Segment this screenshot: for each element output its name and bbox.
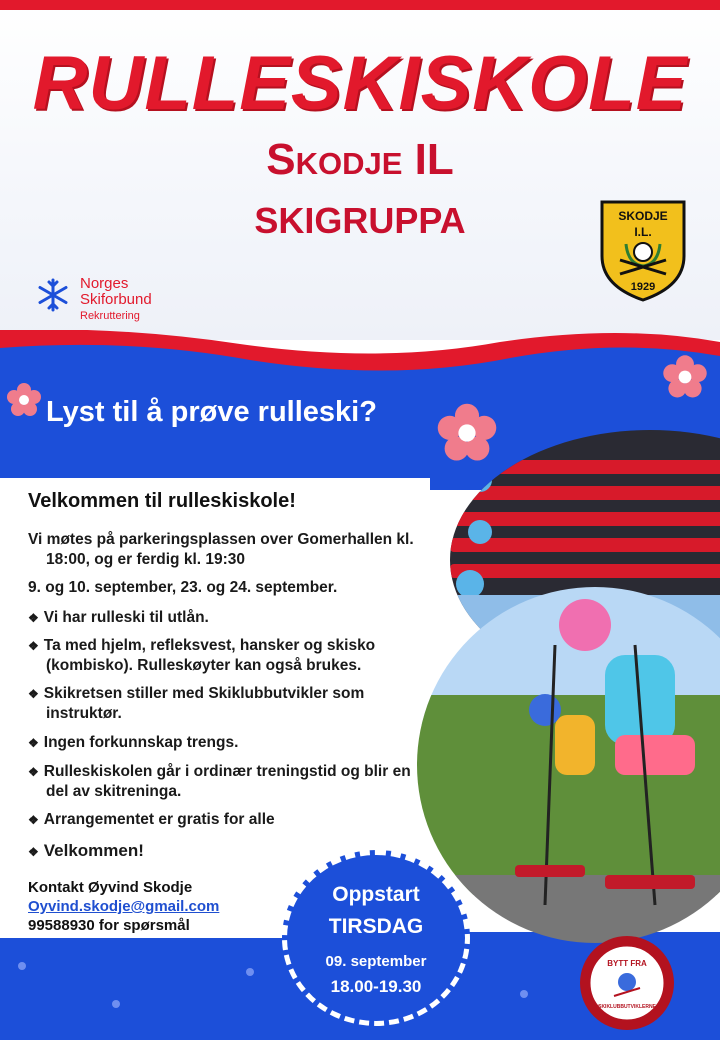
bullet-text: Rulleskiskolen går i ordinær treningstid og blir en del av skitreninga. <box>43 763 411 800</box>
bullet-item <box>28 608 423 628</box>
start-line1: Oppstart <box>332 883 420 906</box>
nsf-name-line2: Skiforbund <box>80 291 152 308</box>
seal-text-top: BYTT FRA <box>607 959 647 968</box>
bullet-text: Ingen forkunnskap trengs. <box>43 734 239 751</box>
crest-top-text: SKODJE <box>618 209 668 223</box>
bullet-item <box>28 733 423 753</box>
decor-dot <box>246 968 254 976</box>
crest-mid-text: I.L. <box>634 225 652 239</box>
nsf-name <box>80 276 200 308</box>
start-time: 18.00-19.30 <box>330 977 422 996</box>
contact-block <box>28 878 219 935</box>
decor-dot <box>112 1000 120 1008</box>
club-crest <box>598 198 688 302</box>
contact-phone: 99588930 for spørsmål <box>28 917 190 934</box>
start-date: 09. september <box>325 953 427 970</box>
club-name: Skodje IL <box>266 135 454 184</box>
poster-title: RULLESKISKOLE <box>32 41 688 126</box>
top-stripe <box>0 0 720 10</box>
bullet-text: Skikretsen stiller med Skiklubbutvikler som instruktør. <box>43 685 365 722</box>
bullet-text: Velkommen! <box>43 841 144 860</box>
dates-info: 9. og 10. september, 23. og 24. september. <box>28 579 338 596</box>
decor-dot <box>18 962 26 970</box>
start-badge <box>282 850 470 1026</box>
snowflake-icon <box>36 278 70 312</box>
bullet-item <box>28 636 423 676</box>
contact-email-link[interactable]: Oyvind.skodje@gmail.com <box>28 898 220 915</box>
bullet-text: Ta med hjelm, refleksvest, hansker og skisko (kombisko). Rulleskøyter kan også brukes. <box>43 637 376 674</box>
skiklubbutviklerne-seal <box>578 934 676 1032</box>
bullet-text: Vi har rulleski til utlån. <box>43 609 209 626</box>
group-name: SKIGRUPPA <box>254 200 466 241</box>
contact-name: Kontakt Øyvind Skodje <box>28 879 193 896</box>
crest-year: 1929 <box>630 281 656 293</box>
bullet-item <box>28 810 423 830</box>
decor-dot <box>520 990 528 998</box>
banner-text: Lyst til å prøve rulleski? <box>46 396 377 428</box>
start-line2: TIRSDAG <box>328 915 424 938</box>
flower-icon <box>662 354 708 400</box>
nsf-logo <box>36 276 196 326</box>
bullet-text: Arrangementet er gratis for alle <box>43 811 275 828</box>
bullet-item <box>28 684 423 724</box>
flower-icon <box>6 382 42 418</box>
content-heading: Velkommen til rulleskiskole! <box>28 490 296 512</box>
seal-text-bottom: SKIKLUBBUTVIKLERNE <box>598 1004 656 1010</box>
nsf-sub: Rekruttering <box>80 310 140 322</box>
meeting-info: Vi møtes på parkeringsplassen over Gomerhallen kl. 18:00, og er ferdig kl. 19:30 <box>28 531 414 568</box>
bullet-item <box>28 762 423 802</box>
nsf-name-line1: Norges <box>80 275 129 292</box>
